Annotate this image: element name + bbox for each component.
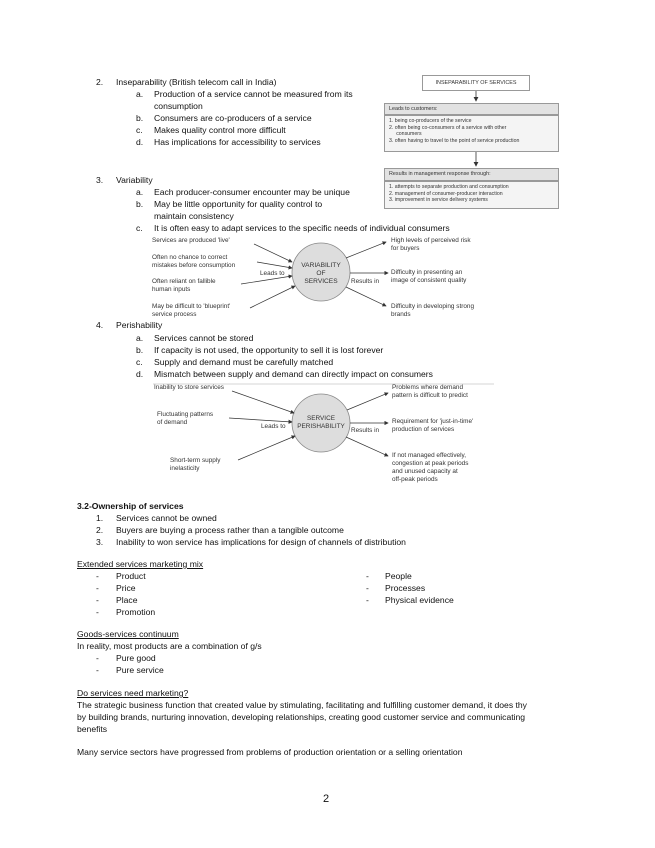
list-item: Inability to won service has implications for design of channels of distribution bbox=[116, 537, 406, 547]
insep-leads-item: 1. being co-producers of the service bbox=[389, 118, 472, 124]
list-marker: - bbox=[366, 595, 369, 605]
list-marker: a. bbox=[136, 187, 144, 197]
per-output-2a: Requirement for 'just-in-time' bbox=[392, 418, 474, 425]
var-output-3b: brands bbox=[391, 311, 411, 318]
list-item: Pure good bbox=[116, 653, 156, 663]
var-output-2b: image of consistent quality bbox=[391, 277, 467, 284]
per-out-arrow bbox=[347, 393, 388, 410]
list-marker: b. bbox=[136, 113, 144, 123]
list-item: Supply and demand must be carefully matched bbox=[154, 357, 334, 367]
per-input-3a: Short-term supply bbox=[170, 457, 221, 464]
list-marker: a. bbox=[136, 89, 144, 99]
list-item: Each producer-consumer encounter may be unique bbox=[154, 187, 350, 197]
mix-heading: Extended services marketing mix bbox=[77, 559, 204, 569]
insep-leads-item: 2. often being co-consumers of a service with other bbox=[389, 124, 507, 131]
list-item: Promotion bbox=[116, 607, 156, 617]
list-marker: d. bbox=[136, 369, 144, 379]
var-output-3a: Difficulty in developing strong bbox=[391, 303, 475, 310]
var-input-4b: service process bbox=[152, 311, 197, 318]
var-center-2: OF bbox=[316, 270, 326, 277]
list-item: Product bbox=[116, 571, 146, 581]
per-input-1: Inability to store services bbox=[154, 384, 224, 391]
list-marker: 2. bbox=[96, 525, 104, 535]
per-output-2b: production of services bbox=[392, 426, 455, 433]
list-item: Place bbox=[116, 595, 138, 605]
per-input-2b: of demand bbox=[157, 419, 188, 426]
sec4-number: 4. bbox=[96, 320, 104, 330]
list-marker: - bbox=[96, 607, 99, 617]
sec3-number: 3. bbox=[96, 175, 104, 185]
var-input-4a: May be difficult to 'blueprint' bbox=[152, 303, 231, 310]
per-input-2a: Fluctuating patterns bbox=[157, 411, 214, 418]
var-results-in: Results in bbox=[351, 278, 380, 285]
list-marker: c. bbox=[136, 357, 143, 367]
var-input-2a: Often no chance to correct bbox=[152, 254, 228, 261]
list-item: If capacity is not used, the opportunity to sell it is lost forever bbox=[154, 345, 384, 355]
var-in-arrow bbox=[254, 244, 292, 262]
list-marker: - bbox=[366, 571, 369, 581]
var-output-2a: Difficulty in presenting an bbox=[391, 269, 463, 276]
list-item: maintain consistency bbox=[154, 211, 234, 221]
need-paragraph: Many service sectors have progressed from problems of production orientation or a selling orientation bbox=[77, 747, 463, 757]
insep-leads-header: Leads to customers: bbox=[384, 103, 559, 115]
sec4-title: Perishability bbox=[116, 320, 163, 330]
page-number: 2 bbox=[323, 793, 330, 805]
var-output-1b: for buyers bbox=[391, 245, 420, 252]
list-marker: 3. bbox=[96, 537, 104, 547]
var-output-1a: High levels of perceived risk bbox=[391, 237, 471, 244]
per-output-1b: pattern is difficult to predict bbox=[392, 392, 468, 399]
need-heading: Do services need marketing? bbox=[77, 688, 189, 698]
ownership-heading: 3.2-Ownership of services bbox=[77, 501, 184, 511]
list-item: People bbox=[385, 571, 412, 581]
per-output-3b: congestion at peak periods bbox=[392, 460, 469, 467]
per-out-arrow bbox=[346, 437, 388, 456]
list-marker: b. bbox=[136, 199, 144, 209]
per-input-3b: inelasticity bbox=[170, 465, 200, 472]
sec2-number: 2. bbox=[96, 77, 104, 87]
sec2-title: Inseparability (British telecom call in India) bbox=[116, 77, 277, 87]
list-item: Services cannot be stored bbox=[154, 333, 254, 343]
insep-title-box: INSEPARABILITY OF SERVICES bbox=[422, 75, 530, 91]
list-marker: - bbox=[96, 583, 99, 593]
var-out-arrow bbox=[346, 242, 386, 258]
per-output-3a: If not managed effectively, bbox=[392, 452, 467, 459]
list-item: Makes quality control more difficult bbox=[154, 125, 286, 135]
insep-leads-item: consumers bbox=[389, 131, 422, 138]
per-center-2: PERISHABILITY bbox=[297, 423, 345, 430]
per-output-3c: and unused capacity at bbox=[392, 468, 458, 475]
list-marker: c. bbox=[136, 125, 143, 135]
continuum-text: In reality, most products are a combination of g/s bbox=[77, 641, 262, 651]
insep-results-header: Results in management response through: bbox=[384, 168, 559, 181]
per-leads-to: Leads to bbox=[261, 423, 286, 430]
var-input-3b: human inputs bbox=[152, 286, 191, 293]
list-marker: - bbox=[96, 595, 99, 605]
per-in-arrow bbox=[232, 391, 294, 413]
need-line: benefits bbox=[77, 724, 108, 734]
var-center-3: SERVICES bbox=[304, 278, 338, 285]
list-item: Pure service bbox=[116, 665, 164, 675]
continuum-heading: Goods-services continuum bbox=[77, 629, 179, 639]
list-item: Buyers are buying a process rather than a tangible outcome bbox=[116, 525, 344, 535]
var-center-1: VARIABILITY bbox=[301, 262, 341, 269]
list-item: It is often easy to adapt services to the specific needs of individual consumers bbox=[154, 223, 450, 233]
list-item: Has implications for accessibility to services bbox=[154, 137, 321, 147]
var-leads-to: Leads to bbox=[260, 270, 285, 277]
list-marker: b. bbox=[136, 345, 144, 355]
per-output-1a: Problems where demand bbox=[392, 384, 464, 391]
need-line: The strategic business function that created value by stimulating, facilitating and fulfilling customer demand, it does thy bbox=[77, 700, 527, 710]
per-in-arrow bbox=[238, 436, 295, 460]
var-input-3a: Often reliant on fallible bbox=[152, 278, 216, 285]
list-marker: c. bbox=[136, 223, 143, 233]
per-center-1: SERVICE bbox=[307, 415, 335, 422]
per-results-in: Results in bbox=[351, 427, 380, 434]
list-marker: - bbox=[96, 653, 99, 663]
list-item: Mismatch between supply and demand can directly impact on consumers bbox=[154, 369, 433, 379]
var-input-2b: mistakes before consumption bbox=[152, 262, 236, 269]
list-item: consumption bbox=[154, 101, 203, 111]
var-in-arrow bbox=[257, 262, 292, 268]
var-out-arrow bbox=[346, 287, 386, 306]
list-item: Production of a service cannot be measured from its bbox=[154, 89, 353, 99]
insep-results-item: 2. management of consumer-producer interaction bbox=[389, 190, 503, 197]
list-marker: - bbox=[366, 583, 369, 593]
list-item: Consumers are co-producers of a service bbox=[154, 113, 312, 123]
list-item: Price bbox=[116, 583, 136, 593]
list-marker: d. bbox=[136, 137, 144, 147]
list-item: May be little opportunity for quality control to bbox=[154, 199, 323, 209]
list-marker: - bbox=[96, 665, 99, 675]
var-input-1: Services are produced 'live' bbox=[152, 237, 230, 244]
need-line: by building brands, nurturing innovation, developing relationships, creating good customer service and communicating bbox=[77, 712, 526, 722]
list-item: Services cannot be owned bbox=[116, 513, 217, 523]
list-marker: a. bbox=[136, 333, 144, 343]
per-output-3d: off-peak periods bbox=[392, 476, 438, 483]
insep-results-item: 1. attempts to separate production and consumption bbox=[389, 184, 509, 190]
var-in-arrow bbox=[250, 286, 295, 308]
insep-leads-item: 3. often having to travel to the point of service production bbox=[389, 137, 520, 144]
list-marker: 1. bbox=[96, 513, 104, 523]
list-marker: - bbox=[96, 571, 99, 581]
list-item: Physical evidence bbox=[385, 595, 454, 605]
per-in-arrow bbox=[229, 418, 292, 422]
list-item: Processes bbox=[385, 583, 426, 593]
sec3-title: Variability bbox=[116, 175, 153, 185]
insep-results-item: 3. improvement in service delivery systems bbox=[389, 197, 488, 204]
